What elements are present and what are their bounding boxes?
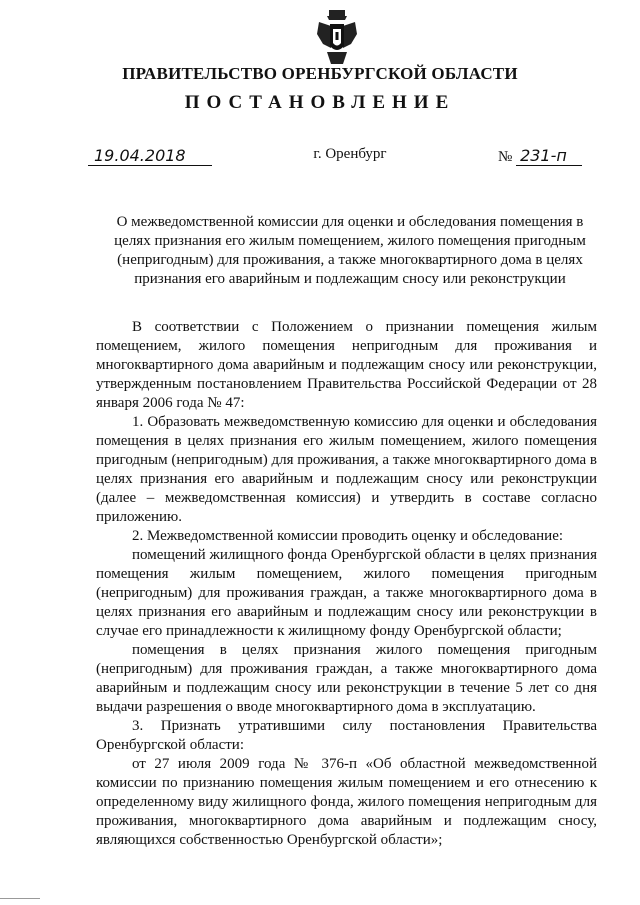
decree-date: 19.04.2018 bbox=[88, 146, 212, 166]
body-paragraph: 3. Признать утратившими силу постановления Правительства Оренбургской области: bbox=[96, 718, 597, 753]
government-title: ПРАВИТЕЛЬСТВО ОРЕНБУРГСКОЙ ОБЛАСТИ bbox=[122, 64, 518, 83]
decree-body bbox=[96, 318, 597, 850]
body-paragraph: помещения в целях признания жилого помещения пригодным (непригодным) для проживания граждан, а также многоквартирного дома аварийным и подлежащим сносу или реконструкции в течение 5 лет со дня выдачи разрешения о вводе многоквартирного дома в эксплуатацию. bbox=[96, 642, 597, 715]
coat-of-arms-icon bbox=[315, 8, 359, 66]
body-paragraph: 1. Образовать межведомственную комиссию для оценки и обследования помещения в целях признания его жилым помещением, жилого помещения пригодным (непригодным) для проживания, а также многоквартирного дома в целях признания его аварийным и подлежащим сносу или реконструкции (далее – межведомственная комиссия) и утвердить в составе согласно приложению. bbox=[96, 414, 597, 525]
body-paragraph: помещений жилищного фонда Оренбургской области в целях признания помещения жилым помещением, жилого помещения пригодным (непригодным) для проживания граждан, а также многоквартирного дома в целях признания его аварийным и подлежащим сносу или реконструкции в случае его принадлежности к жилищному фонду Оренбургской области; bbox=[96, 547, 597, 639]
body-paragraph: от 27 июля 2009 года № 376-п «Об областной межведомственной комиссии по признанию помещения жилым помещением и его отнесению к определенному виду жилищного фонда, жилого помещения непригодным для проживания, многоквартирного дома аварийным и подлежащим сносу, являющихся собственностью Оренбургской области»; bbox=[96, 756, 597, 848]
decree-number: 231-п bbox=[516, 146, 582, 166]
decree-number-block bbox=[498, 146, 582, 166]
decree-city: г. Оренбург bbox=[313, 146, 387, 162]
body-paragraph: В соответствии с Положением о признании помещения жилым помещением, жилого помещения непригодным для проживания и многоквартирного дома аварийным и подлежащим сносу или реконструкции, утвержденным постановлением Правительства Российской Федерации от 28 января 2006 года № 47: bbox=[96, 319, 597, 411]
footer-divider bbox=[0, 898, 40, 899]
body-paragraph: 2. Межведомственной комиссии проводить оценку и обследование: bbox=[132, 528, 564, 544]
decree-subject: О межведомственной комиссии для оценки и обследования помещения в целях признания его жилым помещением, жилого помещения пригодным (непригодным) для проживания, а также многоквартирного дома в целях признания его аварийным и подлежащим сносу или реконструкции bbox=[114, 214, 586, 287]
number-sign: № bbox=[498, 149, 513, 165]
document-type-title: ПОСТАНОВЛЕНИЕ bbox=[184, 92, 456, 113]
